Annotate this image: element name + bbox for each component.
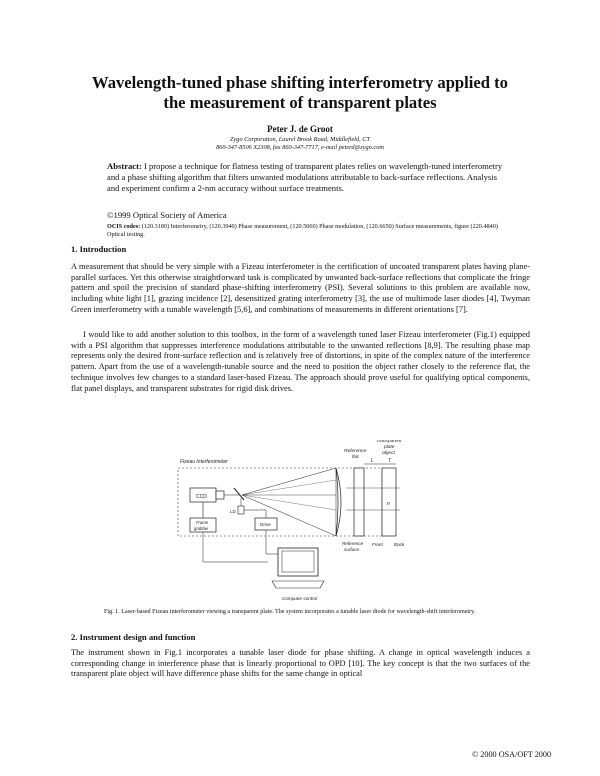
reference-surface-label-1: Reference: [342, 541, 364, 546]
reference-flat-label-1: Reference: [344, 449, 367, 454]
affiliation-line-2: 860-347-8506 X2308, fax 860-347-7717, e-mail peterd@zygo.com: [216, 144, 384, 151]
section-2-paragraph-1: The instrument shown in Fig.1 incorporates a tunable laser diode for phase shifting. A change in optical wavelength induces a corresponding change in interference phase that is linearly proportional to OPD [10]. The key concept is that the two surfaces of the transparent plate object will have difference phase shifts for the same change in optical: [71, 648, 530, 679]
section-1-heading: 1. Introduction: [71, 244, 127, 254]
abstract-text: I propose a technique for flatness testing of transparent plates relies on wavelength-tuned interferometry and a phase shifting algorithm that filters unwanted modulations attributable to back-surface reflections. Analysis and experiment confirm a 2-nm accuracy without surface treatments.: [107, 161, 503, 193]
author-name: Peter J. de Groot: [267, 124, 333, 134]
laser-diode: [238, 506, 244, 514]
abstract-label: Abstract:: [107, 161, 142, 171]
affiliation-line-1: Zygo Corporation, Laurel Brook Road, Middlefield, CT: [230, 136, 370, 143]
beam-ray-upper: [242, 480, 336, 495]
section-1-paragraph-1: A measurement that should be very simple with a Fizeau interferometer is the certification of uncoated transparent plates having plane-parallel surfaces. Yet this otherwise straightforward task is complicated by unwanted back-surface reflections that complicate the fringe pattern and spoil the precision of standard phase-shifting interferometry (PSI). Several solutions to this problem are available now, including white light [1], grazing incidence [2], desensitized grating interferometry [3], the use of multimode laser diodes [4], Twyman Green interferometry with a tunable wavelength [5,6], and combinations of measurements in different orientations [7].: [71, 262, 530, 314]
collimating-lens: [336, 468, 341, 536]
page-footer: © 2000 OSA/OFT 2000: [472, 750, 552, 759]
drive-label: Drive: [260, 522, 271, 527]
reference-flat-label-2: flat: [352, 455, 359, 460]
gap-L-label: L: [371, 458, 374, 464]
transparent-label-1: Transparent: [376, 440, 402, 444]
abstract: [107, 161, 505, 194]
transparent-label-2: plate: [384, 445, 395, 450]
title-line-1: Wavelength-tuned phase shifting interferometry applied to: [92, 73, 508, 92]
beam-ray-lower: [242, 495, 336, 510]
thickness-T-label: T: [388, 458, 392, 464]
transparent-label-3: object: [382, 451, 395, 456]
ocis-label: OCIS codes:: [107, 223, 141, 230]
frame-grabber-label-1: Frame: [196, 520, 209, 525]
ccd-lens: [216, 491, 224, 499]
affiliation: [0, 136, 600, 152]
ocis-codes: [107, 223, 507, 239]
laser-diode-label: LD: [230, 509, 236, 514]
computer-screen: [282, 551, 314, 572]
computer-control-label: Computer control: [282, 596, 318, 601]
figure-1-caption: Fig. 1. Laser-based Fizeau interferometer viewing a transparent plate. The system incorporates a tunable laser diode for wavelength-shift interferometry.: [104, 609, 476, 615]
ccd-label: CCD: [196, 494, 207, 500]
title-line-2: the measurement of transparent plates: [163, 93, 437, 112]
plate-index-label: n: [387, 501, 390, 507]
reference-surface-label-2: surface: [344, 547, 360, 552]
paper-title: [40, 73, 560, 113]
front-surface-label: Front: [372, 542, 383, 547]
figure-1-diagram: [160, 440, 460, 608]
computer-keyboard: [272, 581, 324, 588]
back-surface-label: Back: [394, 542, 405, 547]
beam-splitter: [234, 488, 244, 500]
fizeau-label: Fizeau Interferometer: [180, 459, 228, 465]
copyright: ©1999 Optical Society of America: [107, 210, 227, 220]
frame-grabber-label-2: grabber: [194, 526, 209, 531]
reference-flat: [354, 468, 364, 536]
ocis-text: (120.3180) Interferometry, (120.3940) Phase measurement, (120.5060) Phase modulation, (120.6650) Surface measurements, figure (220.4840) Optical testing.: [107, 223, 498, 238]
section-2-heading: 2. Instrument design and function: [71, 632, 196, 642]
section-1-paragraph-2: I would like to add another solution to this toolbox, in the form of a wavelength tuned laser Fizeau interferometer (Fig.1) equipped with a PSI algorithm that suppresses interference modulations attributable to the unwanted reflections [8,9]. The resulting phase map represents only the desired front-surface reflection and is relatively free of distortions, in spite of the complex nature of the interference pattern. Apart from the use of a wavelength-tunable source and the need to position the object rather closely to the reference flat, the technique involves few changes to a standard laser-based Fizeau. The approach should prove useful for qualifying optical components, flat panel displays, and transparent substrates for rigid disk drives.: [71, 330, 530, 393]
